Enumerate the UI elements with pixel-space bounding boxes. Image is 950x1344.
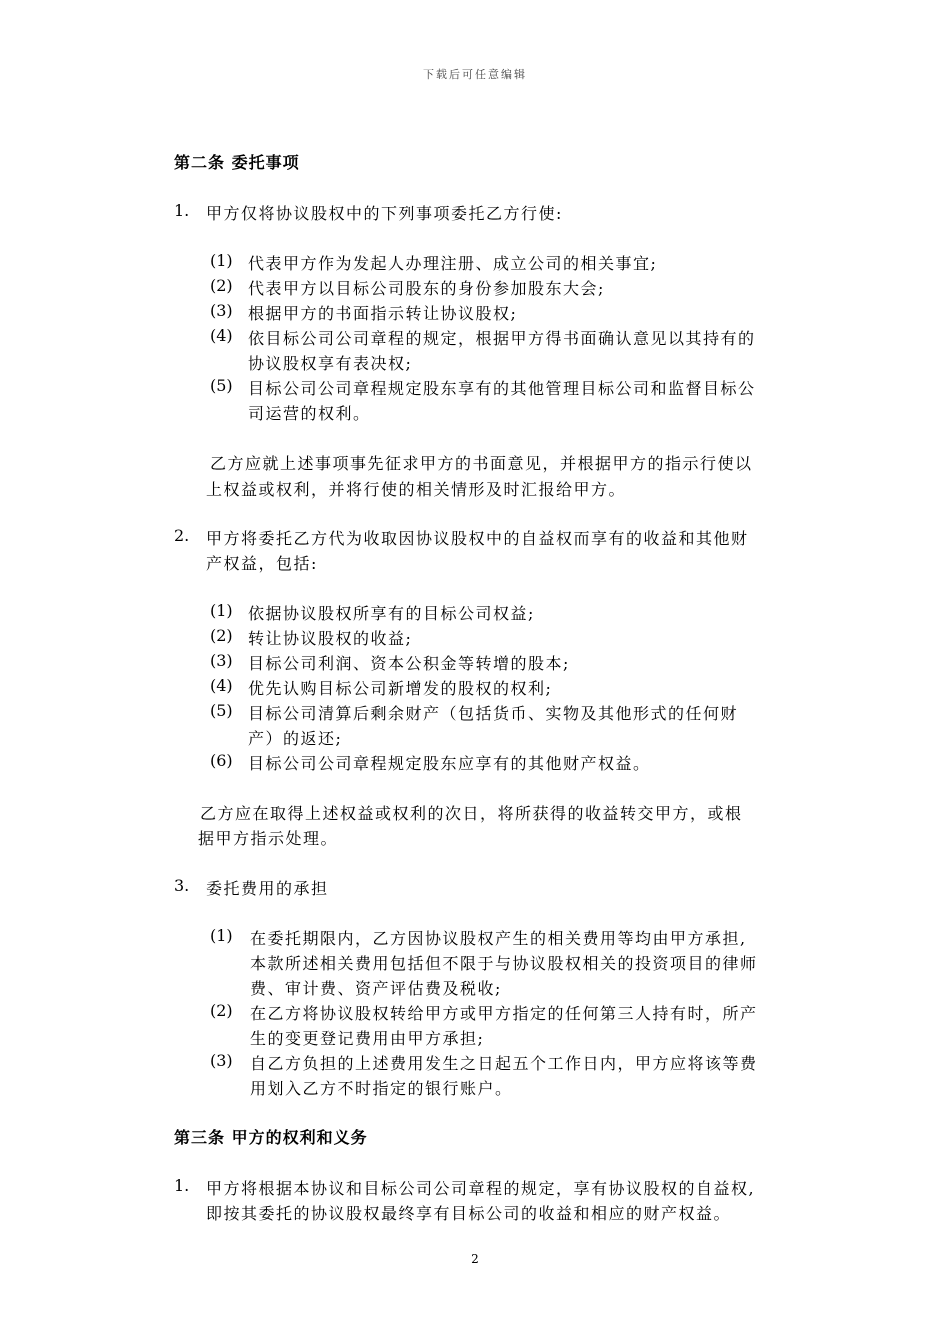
sub-text: 依目标公司公司章程的规定，根据甲方得书面确认意见以其持有的 (248, 329, 756, 348)
sub-text: 司运营的权利。 (248, 404, 371, 423)
sub-number: (2) (210, 276, 233, 295)
sub-number: (3) (210, 651, 233, 670)
sub-number: (4) (210, 326, 233, 345)
article2-title: 第二条 委托事项 (174, 153, 300, 172)
page-header: 下载后可任意编辑 (423, 68, 527, 81)
sub-text: 优先认购目标公司新增发的股权的权利; (248, 679, 553, 698)
item-text: 委托费用的承担 (206, 879, 329, 898)
sub-text: 生的变更登记费用由甲方承担; (250, 1029, 485, 1048)
sub-number: (5) (210, 701, 233, 720)
paragraph-text: 据甲方指示处理。 (198, 829, 339, 848)
sub-number: (6) (210, 751, 233, 770)
sub-text: 用划入乙方不时指定的银行账户。 (250, 1079, 513, 1098)
sub-text: 协议股权享有表决权; (248, 354, 413, 373)
sub-text: 依据协议股权所享有的目标公司权益; (248, 604, 535, 623)
item-text: 甲方仅将协议股权中的下列事项委托乙方行使: (206, 204, 563, 223)
sub-text: 代表甲方作为发起人办理注册、成立公司的相关事宜; (248, 254, 658, 273)
sub-text: 产）的返还; (248, 729, 343, 748)
sub-number: (1) (210, 251, 233, 270)
sub-text: 根据甲方的书面指示转让协议股权; (248, 304, 518, 323)
sub-text: 在乙方将协议股权转给甲方或甲方指定的任何第三人持有时，所产 (250, 1004, 758, 1023)
sub-text: 在委托期限内，乙方因协议股权产生的相关费用等均由甲方承担, (250, 929, 747, 948)
sub-text: 目标公司公司章程规定股东应享有的其他财产权益。 (248, 754, 651, 773)
sub-number: (5) (210, 376, 233, 395)
sub-number: (3) (210, 301, 233, 320)
sub-text: 目标公司利润、资本公积金等转增的股本; (248, 654, 570, 673)
item-number: 1. (174, 201, 190, 220)
sub-number: (4) (210, 676, 233, 695)
sub-text: 本款所述相关费用包括但不限于与协议股权相关的投资项目的律师 (250, 954, 758, 973)
sub-text: 目标公司清算后剩余财产（包括货币、实物及其他形式的任何财 (248, 704, 739, 723)
paragraph-text: 乙方应就上述事项事先征求甲方的书面意见，并根据甲方的指示行使以 (210, 454, 753, 473)
sub-number: (2) (210, 1001, 233, 1020)
item-number: 1. (174, 1176, 190, 1195)
sub-number: (1) (210, 601, 233, 620)
item-text: 即按其委托的协议股权最终享有目标公司的收益和相应的财产权益。 (206, 1204, 732, 1223)
sub-text: 自乙方负担的上述费用发生之日起五个工作日内，甲方应将该等费 (250, 1054, 758, 1073)
item-number: 2. (174, 526, 190, 545)
item-text: 产权益，包括: (206, 554, 318, 573)
paragraph-text: 乙方应在取得上述权益或权利的次日，将所获得的收益转交甲方，或根 (200, 804, 743, 823)
sub-number: (1) (210, 926, 233, 945)
article3-title: 第三条 甲方的权利和义务 (174, 1128, 368, 1147)
page-number: 2 (471, 1252, 479, 1266)
item-text: 甲方将委托乙方代为收取因协议股权中的自益权而享有的收益和其他财 (206, 529, 749, 548)
sub-number: (3) (210, 1051, 233, 1070)
paragraph-text: 上权益或权利，并将行使的相关情形及时汇报给甲方。 (206, 480, 627, 499)
sub-text: 费、审计费、资产评估费及税收; (250, 979, 502, 998)
item-number: 3. (174, 876, 190, 895)
sub-number: (2) (210, 626, 233, 645)
sub-text: 目标公司公司章程规定股东享有的其他管理目标公司和监督目标公 (248, 379, 756, 398)
sub-text: 代表甲方以目标公司股东的身份参加股东大会; (248, 279, 605, 298)
sub-text: 转让协议股权的收益; (248, 629, 413, 648)
item-text: 甲方将根据本协议和目标公司公司章程的规定，享有协议股权的自益权, (206, 1179, 756, 1198)
